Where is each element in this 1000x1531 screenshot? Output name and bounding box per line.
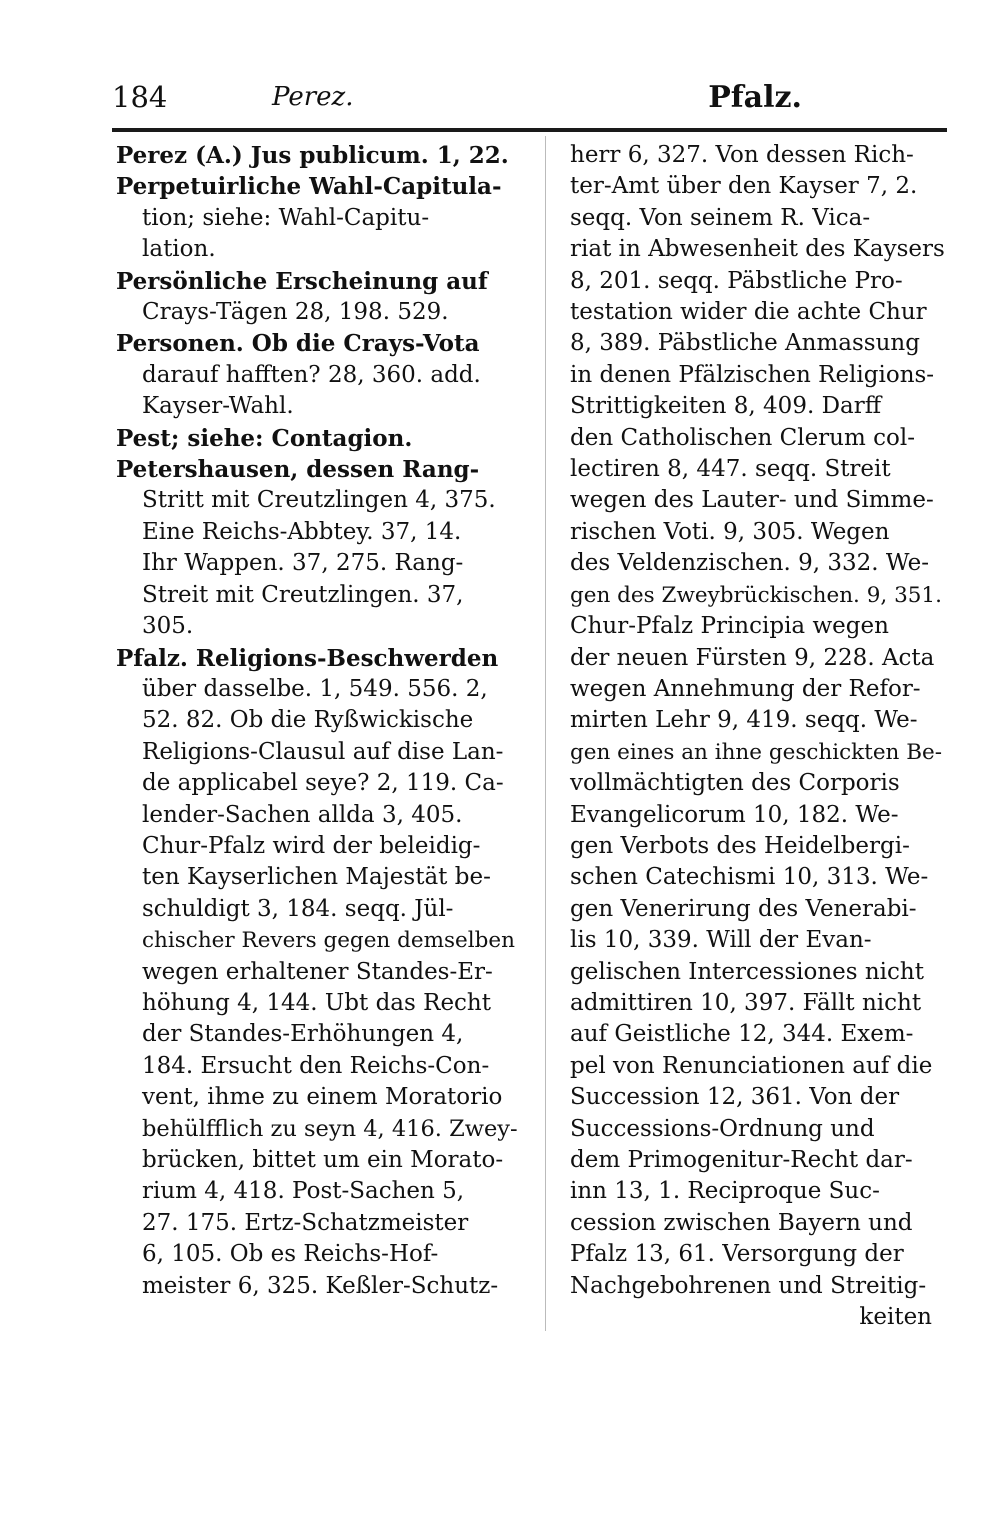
index-entry-line: in denen Pfälzischen Religions-: [570, 361, 935, 388]
index-entry-line: lectiren 8, 447. seqq. Streit: [570, 456, 891, 483]
index-entry-line: Ihr Wappen. 37, 275. Rang-: [142, 550, 464, 577]
index-entry-line: der neuen Fürsten 9, 228. Acta: [570, 644, 935, 671]
index-entry-line: chischer Revers gegen demselben: [142, 928, 515, 954]
index-entry-heading: Perpetuirliche Wahl-Capitula-: [116, 173, 502, 201]
index-entry-line: schen Catechismi 10, 313. We-: [570, 864, 929, 891]
index-entry-line: Stritt mit Creutzlingen 4, 375.: [142, 487, 496, 514]
index-entry-heading: Personen. Ob die Crays-Vota: [116, 330, 480, 358]
index-entry-line: ten Kayserlichen Majestät be-: [142, 864, 491, 891]
index-entry-line: rium 4, 418. Post-Sachen 5,: [142, 1178, 465, 1205]
index-entry-line: brücken, bittet um ein Morato-: [142, 1147, 504, 1173]
index-entry-heading: Petershausen, dessen Rang-: [116, 456, 480, 484]
index-entry-line: cession zwischen Bayern und: [570, 1209, 913, 1236]
index-entry-line: riat in Abwesenheit des Kaysers: [570, 236, 945, 263]
index-entry-line: gelischen Intercessiones nicht: [570, 958, 924, 985]
index-entry-line: Chur-Pfalz wird der beleidig-: [142, 832, 481, 859]
index-entry-line: den Catholischen Clerum col-: [570, 424, 915, 451]
index-entry-line: 8, 389. Päbstliche Anmassung: [570, 330, 920, 357]
page-number: 184: [112, 80, 168, 114]
index-entry-line: gen eines an ihne geschickten Be-: [570, 739, 943, 765]
index-entry-line: 8, 201. seqq. Päbstliche Pro-: [570, 267, 903, 294]
index-entry-line: darauf hafften? 28, 360. add.: [142, 361, 481, 388]
column-divider: [545, 136, 546, 1331]
index-entry-line: des Veldenzischen. 9, 332. We-: [570, 550, 930, 577]
index-entry-line: mirten Lehr 9, 419. seqq. We-: [570, 707, 918, 734]
right-running-head: Pfalz.: [708, 80, 802, 115]
right-column: [570, 140, 950, 1333]
index-entry-line: vent, ihme zu einem Moratorio: [142, 1084, 503, 1111]
index-entry-line: Kayser-Wahl.: [142, 393, 294, 420]
index-entry-line: admittiren 10, 397. Fällt nicht: [570, 989, 922, 1016]
index-entry-line: inn 13, 1. Reciproque Suc-: [570, 1178, 880, 1205]
index-entry-line: testation wider die achte Chur: [570, 299, 927, 326]
index-entry-line: höhung 4, 144. Ubt das Recht: [142, 989, 491, 1016]
index-entry-line: de applicabel seye? 2, 119. Ca-: [142, 770, 504, 797]
index-entry-line: ter-Amt über den Kayser 7, 2.: [570, 173, 918, 200]
index-entry-heading: Pfalz. Religions-Beschwerden: [116, 644, 499, 672]
index-entry-line: über dasselbe. 1, 549. 556. 2,: [142, 675, 488, 702]
index-entry-line: Streit mit Creutzlingen. 37,: [142, 581, 464, 608]
index-entry-line: pel von Renunciationen auf die: [570, 1052, 933, 1079]
index-entry-line: Succession 12, 361. Von der: [570, 1084, 900, 1111]
index-entry-line: wegen Annehmung der Refor-: [570, 675, 921, 702]
index-entry-line: behülfflich zu seyn 4, 416. Zwey-: [142, 1115, 518, 1142]
index-entry-line: schuldigt 3, 184. seqq. Jül-: [142, 895, 454, 922]
running-header: [112, 80, 947, 130]
index-entry-heading: Persönliche Erscheinung auf: [116, 267, 488, 295]
index-entry-line: Pfalz 13, 61. Versorgung der: [570, 1241, 904, 1268]
index-entry-line: dem Primogenitur-Recht dar-: [570, 1147, 913, 1173]
index-entry-line: 184. Ersucht den Reichs-Con-: [142, 1052, 490, 1079]
index-entry-line: Nachgebohrenen und Streitig-: [570, 1272, 927, 1299]
left-column: [116, 140, 521, 1302]
index-entry-line: 52. 82. Ob die Ryßwickische: [142, 707, 474, 734]
index-entry-line: lis 10, 339. Will der Evan-: [570, 927, 872, 954]
index-entry-line: Evangelicorum 10, 182. We-: [570, 801, 899, 828]
index-entry-line: vollmächtigten des Corporis: [570, 770, 900, 797]
index-entry-line: tion; siehe: Wahl-Capitu-: [142, 204, 430, 231]
left-running-head: Perez.: [272, 82, 354, 112]
index-entry-line: Chur-Pfalz Principia wegen: [570, 613, 889, 640]
index-entry-line: herr 6, 327. Von dessen Rich-: [570, 142, 914, 168]
index-entry-heading: Pest; siehe: Contagion.: [116, 424, 413, 452]
index-entry-line: Religions-Clausul auf dise Lan-: [142, 738, 504, 765]
index-entry-line: seqq. Von seinem R. Vica-: [570, 204, 871, 231]
index-entry-line: gen Venerirung des Venerabi-: [570, 895, 917, 922]
index-entry-line: gen des Zweybrückischen. 9, 351.: [570, 582, 942, 608]
index-entry-line: 27. 175. Ertz-Schatzmeister: [142, 1209, 469, 1236]
index-entry-line: Eine Reichs-Abbtey. 37, 14.: [142, 518, 462, 545]
index-entry-line: Strittigkeiten 8, 409. Darff: [570, 393, 882, 420]
index-entry-line: Crays-Tägen 28, 198. 529.: [142, 299, 449, 326]
index-entry-line: 305.: [142, 613, 194, 640]
index-entry-line: meister 6, 325. Keßler-Schutz-: [142, 1272, 499, 1299]
index-entry-line: Successions-Ordnung und: [570, 1115, 875, 1142]
header-rule: [112, 128, 947, 132]
index-entry-line: 6, 105. Ob es Reichs-Hof-: [142, 1241, 439, 1268]
index-entry-line: lation.: [142, 236, 216, 263]
catchword: keiten: [859, 1304, 932, 1331]
index-entry-line: gen Verbots des Heidelbergi-: [570, 832, 910, 859]
index-entry-line: wegen erhaltener Standes-Er-: [142, 958, 493, 985]
index-entry-line: auf Geistliche 12, 344. Exem-: [570, 1021, 914, 1048]
index-entry-line: lender-Sachen allda 3, 405.: [142, 801, 463, 828]
index-entry-line: der Standes-Erhöhungen 4,: [142, 1021, 464, 1048]
index-entry-heading: Perez (A.) Jus publicum. 1, 22.: [116, 142, 509, 169]
index-entry-line: wegen des Lauter- und Simme-: [570, 487, 934, 514]
index-entry-line: rischen Voti. 9, 305. Wegen: [570, 518, 890, 545]
